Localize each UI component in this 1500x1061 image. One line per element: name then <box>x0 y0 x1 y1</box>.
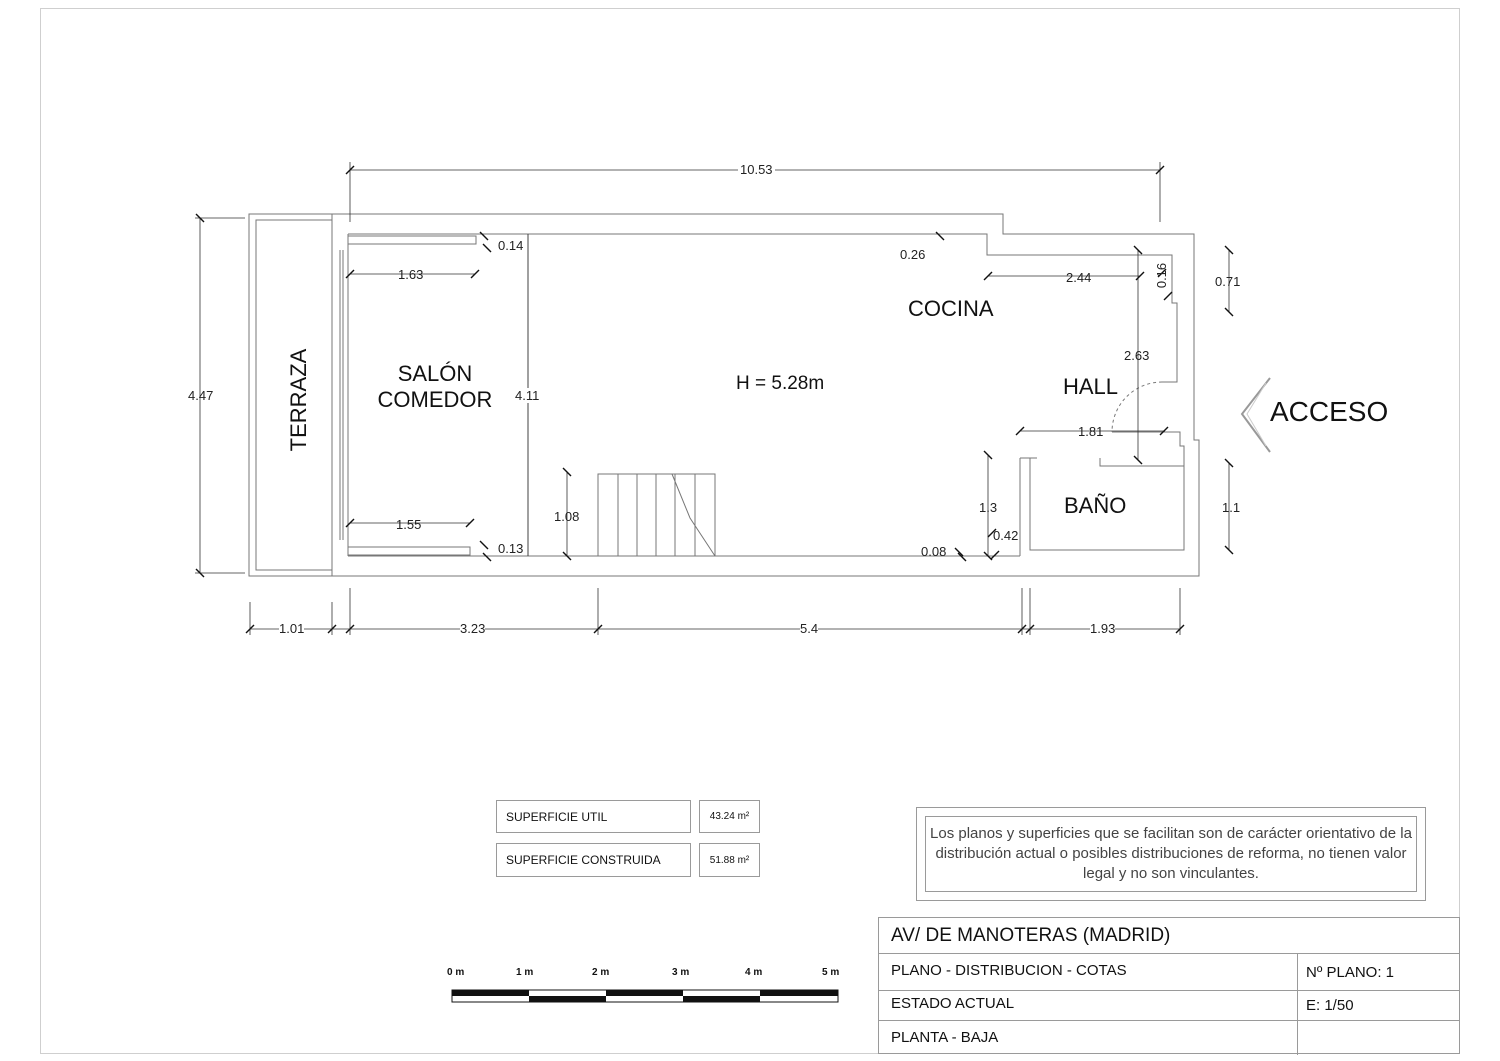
title-address: AV/ DE MANOTERAS (MADRID) <box>891 925 1171 946</box>
dim-total-height: 4.47 <box>188 388 214 403</box>
dim-1-55: 1.55 <box>396 517 422 532</box>
dim-0-42: 0.42 <box>993 528 1019 543</box>
dim-0-14: 0.14 <box>498 238 524 253</box>
room-label-salon <box>365 361 505 413</box>
dim-1-63: 1.63 <box>398 267 424 282</box>
access-label: ACCESO <box>1270 396 1389 427</box>
inner-wall-bath <box>1030 432 1184 550</box>
inner-wall <box>348 234 1177 382</box>
dim-0-08: 0.08 <box>921 544 947 559</box>
surface-construida-label <box>496 843 691 877</box>
surface-util-label-text: SUPERFICIE UTIL <box>506 809 608 824</box>
dim-0-71: 0.71 <box>1215 274 1241 289</box>
inner-wall-bath-2 <box>1100 458 1184 466</box>
title-row-estado <box>879 990 1459 1020</box>
title-estado: ESTADO ACTUAL <box>891 995 1015 1012</box>
scale-label-4: 4 m <box>745 967 763 978</box>
surface-util-value-text: 43.24 m² <box>709 811 750 822</box>
dim-bottom-5-4: 5.4 <box>800 621 819 636</box>
scale-label-5: 5 m <box>822 967 840 978</box>
dim-bottom-1-01: 1.01 <box>279 621 305 636</box>
access-arrow <box>1242 378 1270 452</box>
surface-construida-value-text: 51.88 m² <box>709 854 750 866</box>
title-block <box>878 917 1460 1054</box>
dim-bottom-1-93: 1.93 <box>1090 621 1116 636</box>
title-escala: E: 1/50 <box>1306 997 1354 1014</box>
dim-0-16: 0.16 <box>1154 262 1170 289</box>
surface-construida-label-text: SUPERFICIE CONSTRUIDA <box>506 853 661 867</box>
dim-1-1: 1.1 <box>1222 500 1241 515</box>
room-label-salon-line1: SALÓN <box>397 361 473 386</box>
scale-label-2: 2 m <box>592 967 610 978</box>
scale-label-0: 0 m <box>447 967 465 978</box>
ceiling-height-label: H = 5.28m <box>736 373 825 394</box>
room-label-bano: BAÑO <box>1064 493 1127 518</box>
dim-2-44: 2.44 <box>1066 270 1092 285</box>
dim-2-63: 2.63 <box>1124 348 1150 363</box>
dim-0-13: 0.13 <box>498 541 524 556</box>
door-swing <box>1112 382 1162 432</box>
room-label-cocina: COCINA <box>908 296 994 321</box>
dim-1-81: 1.81 <box>1078 424 1104 439</box>
dim-bottom-3-23: 3.23 <box>460 621 486 636</box>
scale-label-3: 3 m <box>672 967 690 978</box>
disclaimer-text: Los planos y superficies que se facilitan son de carácter orientativo de la distribución actual o posibles distribuciones de reforma, no tienen valor legal y no son vinculantes. <box>925 816 1417 892</box>
room-label-salon-line2: COMEDOR <box>377 387 493 412</box>
dim-1-08: 1.08 <box>554 509 580 524</box>
dim-inner-height: 4.11 <box>515 388 540 403</box>
scale-bar-graphic <box>452 990 838 1002</box>
room-label-hall: HALL <box>1063 374 1119 399</box>
surface-util-label <box>496 800 691 833</box>
title-plano-number: Nº PLANO: 1 <box>1306 964 1395 981</box>
room-label-terraza: TERRAZA <box>286 348 311 452</box>
title-row-planta <box>879 1020 1459 1054</box>
title-planta: PLANTA - BAJA <box>891 1029 999 1046</box>
dim-0-26: 0.26 <box>900 247 926 262</box>
scale-label-1: 1 m <box>516 967 534 978</box>
title-row-plano <box>879 953 1459 990</box>
surface-util-value <box>699 800 760 833</box>
dim-1-3: 1.3 <box>979 500 998 515</box>
dim-total-length: 10.53 <box>740 162 773 177</box>
disclaimer-box <box>916 807 1426 901</box>
title-plano: PLANO - DISTRIBUCION - COTAS <box>891 962 1127 979</box>
surface-construida-value <box>699 843 760 877</box>
